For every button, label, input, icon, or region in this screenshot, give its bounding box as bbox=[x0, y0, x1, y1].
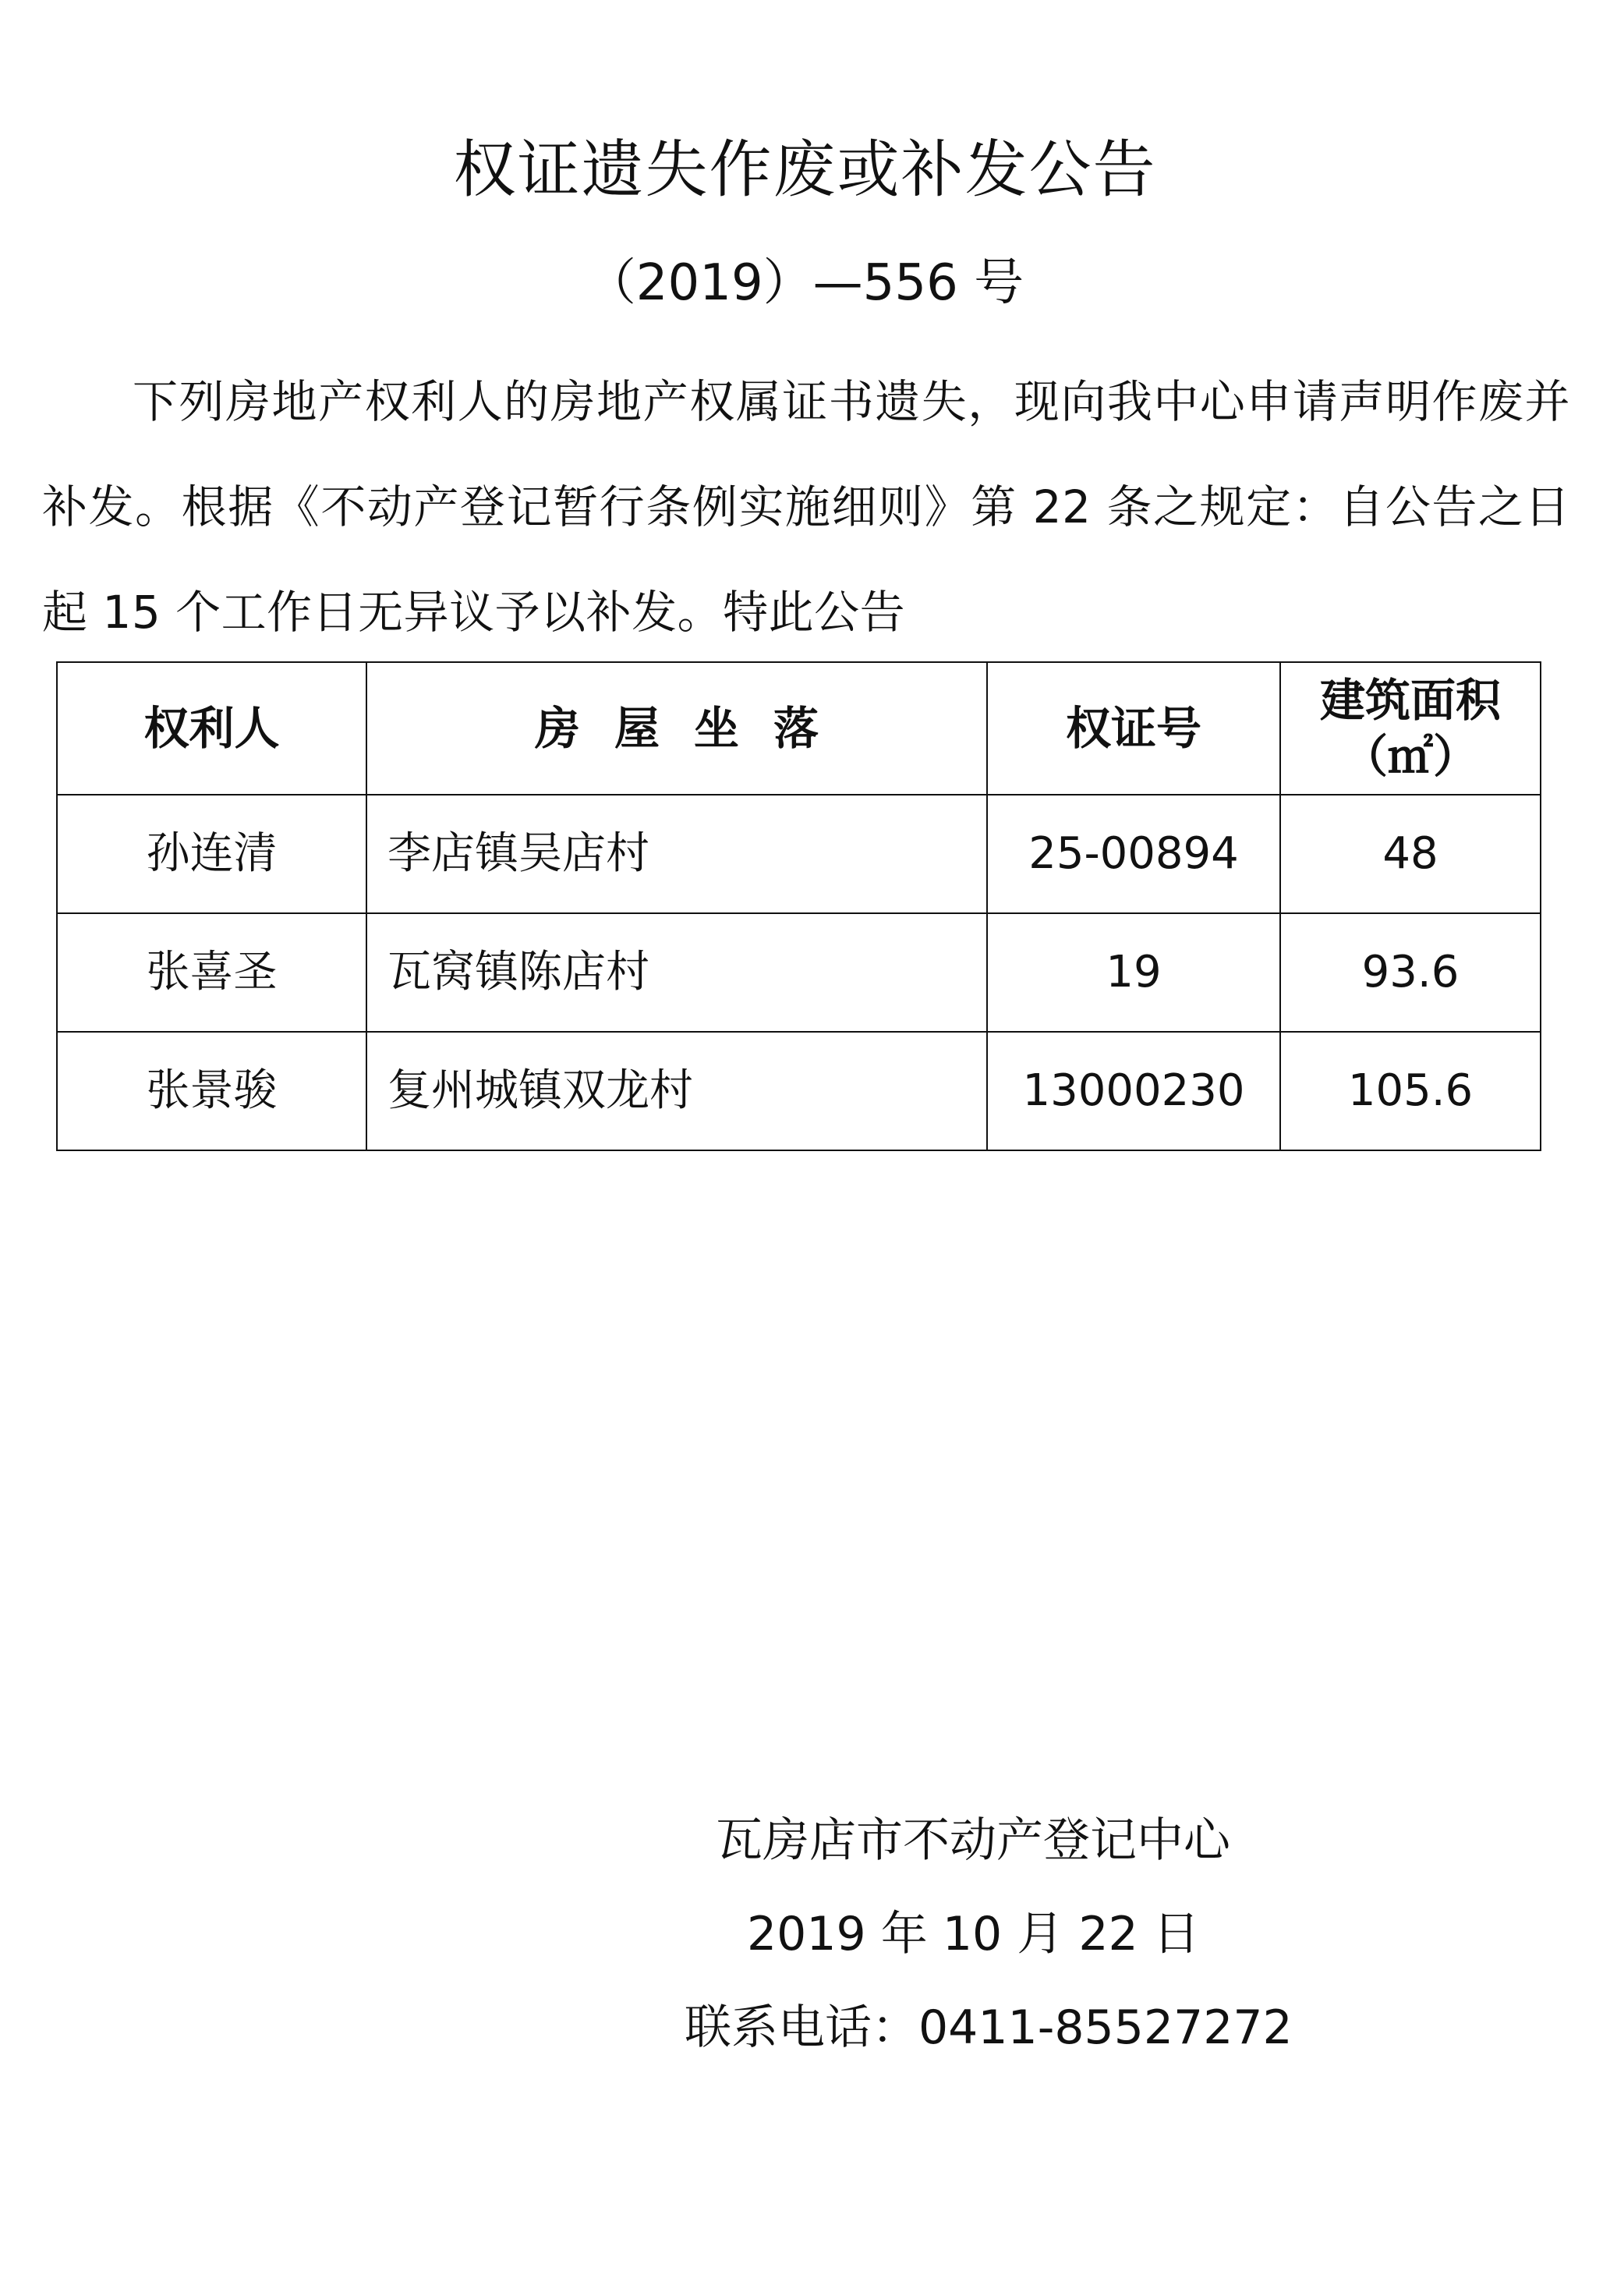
area-cell: 93.6 bbox=[1280, 913, 1541, 1032]
document-number: （2019）—556 号 bbox=[586, 254, 1024, 312]
owner-column-header: 权利人 bbox=[57, 662, 366, 795]
location-cell: 瓦窝镇陈店村 bbox=[366, 913, 987, 1032]
owner-cell: 张景骏 bbox=[57, 1032, 366, 1150]
table-row bbox=[57, 1032, 1541, 1150]
certificate-cell: 13000230 bbox=[987, 1032, 1280, 1150]
contact-phone: 联系电话：0411-85527272 bbox=[685, 2000, 1293, 2055]
area-column-header bbox=[1280, 662, 1541, 795]
page-title: 权证遗失作废或补发公告 bbox=[453, 133, 1157, 206]
area-header-title: 建筑面积 bbox=[1319, 674, 1501, 727]
certificate-table bbox=[56, 661, 1541, 1151]
area-cell: 48 bbox=[1280, 795, 1541, 913]
location-cell: 复州城镇双龙村 bbox=[366, 1032, 987, 1150]
area-header-unit: （㎡） bbox=[1342, 730, 1478, 783]
certificate-table-wrapper bbox=[56, 661, 1540, 1151]
location-cell: 李店镇吴店村 bbox=[366, 795, 987, 913]
issuing-organization: 瓦房店市不动产登记中心 bbox=[716, 1813, 1230, 1868]
table-header-row bbox=[57, 662, 1541, 795]
certificate-column-header: 权证号 bbox=[987, 662, 1280, 795]
notice-body: 下列房地产权利人的房地产权属证书遗失，现向我中心申请声明作废并补发。根据《不动产登记暂行条例实施细则》第 22 条之规定：自公告之日起 15 个工作日无异议予以补发。特此公告 bbox=[42, 375, 1570, 639]
table-row bbox=[57, 913, 1541, 1032]
certificate-cell: 19 bbox=[987, 913, 1280, 1032]
notice-date: 2019 年 10 月 22 日 bbox=[747, 1907, 1200, 1961]
area-cell: 105.6 bbox=[1280, 1032, 1541, 1150]
certificate-cell: 25-00894 bbox=[987, 795, 1280, 913]
owner-cell: 孙连清 bbox=[57, 795, 366, 913]
table-row bbox=[57, 795, 1541, 913]
location-column-header: 房屋坐落 bbox=[366, 662, 987, 795]
owner-cell: 张喜圣 bbox=[57, 913, 366, 1032]
